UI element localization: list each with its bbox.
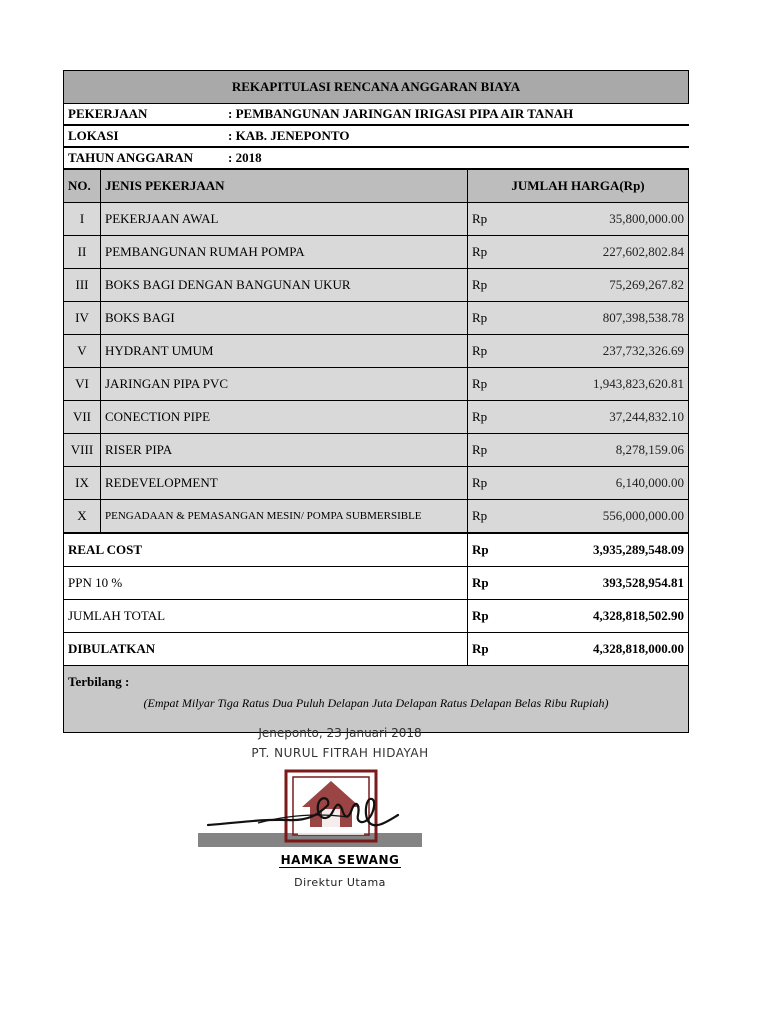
item-no: V	[64, 335, 101, 368]
table-row	[64, 467, 689, 500]
summary-currency: Rp	[468, 633, 538, 666]
summary-label: JUMLAH TOTAL	[64, 600, 468, 633]
item-no: III	[64, 269, 101, 302]
signature-date: Jeneponto, 23 Januari 2018	[258, 726, 422, 740]
item-amount: 807,398,538.78	[538, 302, 689, 335]
terbilang-words: (Empat Milyar Tiga Ratus Dua Puluh Delapan Juta Delapan Ratus Delapan Belas Ribu Rupiah)	[143, 696, 609, 710]
summary-currency: Rp	[468, 567, 538, 600]
table-row	[64, 500, 689, 534]
item-no: X	[64, 500, 101, 534]
item-amount: 75,269,267.82	[538, 269, 689, 302]
item-amount: 556,000,000.00	[538, 500, 689, 534]
item-currency: Rp	[468, 368, 538, 401]
item-no: VI	[64, 368, 101, 401]
item-name: BOKS BAGI	[101, 302, 468, 335]
summary-label: PPN 10 %	[64, 567, 468, 600]
budget-table	[63, 70, 689, 733]
item-name: PENGADAAN & PEMASANGAN MESIN/ POMPA SUBMERSIBLE	[101, 500, 468, 534]
item-no: IX	[64, 467, 101, 500]
table-row	[64, 203, 689, 236]
item-amount: 37,244,832.10	[538, 401, 689, 434]
info-label: PEKERJAAN	[68, 106, 148, 121]
table-row	[64, 434, 689, 467]
summary-currency: Rp	[468, 533, 538, 567]
item-amount: 227,602,802.84	[538, 236, 689, 269]
item-currency: Rp	[468, 269, 538, 302]
info-value: : KAB. JENEPONTO	[228, 128, 350, 143]
item-currency: Rp	[468, 467, 538, 500]
item-amount: 237,732,326.69	[538, 335, 689, 368]
item-amount: 1,943,823,620.81	[538, 368, 689, 401]
summary-row	[64, 633, 689, 666]
summary-amount: 3,935,289,548.09	[538, 533, 689, 567]
table-row	[64, 236, 689, 269]
item-currency: Rp	[468, 302, 538, 335]
terbilang-row	[64, 666, 689, 733]
info-row-tahun	[64, 147, 689, 169]
info-label: TAHUN ANGGARAN	[68, 150, 194, 165]
table-row	[64, 368, 689, 401]
summary-currency: Rp	[468, 600, 538, 633]
table-title: REKAPITULASI RENCANA ANGGARAN BIAYA	[64, 71, 689, 104]
item-currency: Rp	[468, 434, 538, 467]
info-label: LOKASI	[68, 128, 119, 143]
item-currency: Rp	[468, 500, 538, 534]
summary-amount: 4,328,818,502.90	[538, 600, 689, 633]
table-row	[64, 335, 689, 368]
summary-amount: 393,528,954.81	[538, 567, 689, 600]
title-row	[64, 71, 689, 104]
item-name: CONECTION PIPE	[101, 401, 468, 434]
item-amount: 35,800,000.00	[538, 203, 689, 236]
company-stamp-signature	[198, 765, 422, 847]
terbilang-label: Terbilang :	[68, 674, 130, 689]
item-no: II	[64, 236, 101, 269]
terbilang-cell	[64, 666, 689, 733]
info-value: : 2018	[228, 150, 262, 165]
item-name: PEMBANGUNAN RUMAH POMPA	[101, 236, 468, 269]
item-currency: Rp	[468, 335, 538, 368]
signatory-name	[200, 853, 480, 867]
budget-recap-sheet	[63, 70, 688, 733]
item-no: I	[64, 203, 101, 236]
table-row	[64, 401, 689, 434]
summary-row	[64, 600, 689, 633]
item-currency: Rp	[468, 203, 538, 236]
summary-row	[64, 567, 689, 600]
item-amount: 8,278,159.06	[538, 434, 689, 467]
item-name: REDEVELOPMENT	[101, 467, 468, 500]
info-row-pekerjaan	[64, 104, 689, 126]
header-jenis: JENIS PEKERJAAN	[101, 169, 468, 203]
info-value: : PEMBANGUNAN JARINGAN IRIGASI PIPA AIR TANAH	[228, 106, 574, 121]
table-row	[64, 269, 689, 302]
signatory-role: Direktur Utama	[294, 876, 386, 889]
item-no: VIII	[64, 434, 101, 467]
item-amount: 6,140,000.00	[538, 467, 689, 500]
header-no: NO.	[64, 169, 101, 203]
item-no: VII	[64, 401, 101, 434]
summary-row	[64, 533, 689, 567]
signature-company: PT. NURUL FITRAH HIDAYAH	[251, 746, 429, 760]
summary-label: REAL COST	[64, 533, 468, 567]
item-no: IV	[64, 302, 101, 335]
item-name: RISER PIPA	[101, 434, 468, 467]
column-header-row	[64, 169, 689, 203]
item-currency: Rp	[468, 236, 538, 269]
summary-label: DIBULATKAN	[64, 633, 468, 666]
table-row	[64, 302, 689, 335]
item-name: HYDRANT UMUM	[101, 335, 468, 368]
item-name: BOKS BAGI DENGAN BANGUNAN UKUR	[101, 269, 468, 302]
summary-amount: 4,328,818,000.00	[538, 633, 689, 666]
item-name: JARINGAN PIPA PVC	[101, 368, 468, 401]
item-currency: Rp	[468, 401, 538, 434]
header-jumlah: JUMLAH HARGA(Rp)	[468, 169, 689, 203]
info-row-lokasi	[64, 125, 689, 147]
signatory-name-text: HAMKA SEWANG	[280, 853, 400, 867]
item-name: PEKERJAAN AWAL	[101, 203, 468, 236]
